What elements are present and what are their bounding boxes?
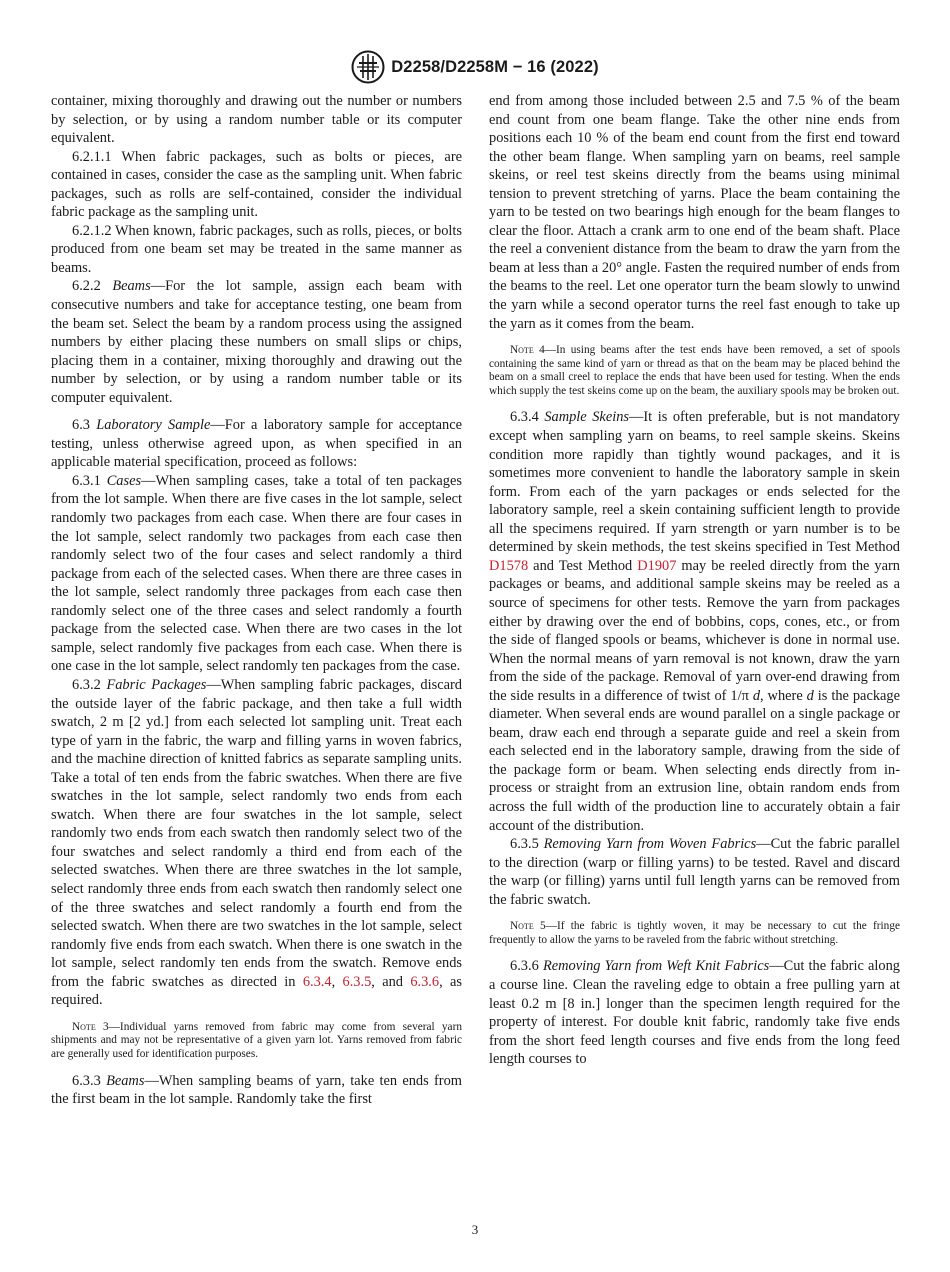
section-body: —When sampling cases, take a total of ten packages from the lot sample. When there are five cases in the lot sample, select randomly two packages from each case. When there are four cases in the lot sample, select randomly two packages from each case then randomly select two of the four cases and select randomly a third package from each of the selected cases. When there are three cases in the lot sample, select randomly three packages from each case then randomly select one of the three cases and select randomly a fourth package from the selected case. When there are two cases in the lot sample, select randomly five packages from each case. When there is one case in the lot sample, select randomly ten packages from the case. (51, 472, 462, 675)
link-d1907[interactable]: D1907 (637, 557, 677, 574)
section-title: Beams (106, 1072, 145, 1089)
separator-text: , and (371, 973, 411, 990)
note-4 (489, 344, 900, 398)
note-label: Note (510, 344, 534, 357)
section-title: Fabric Packages (106, 676, 207, 693)
paragraph-6-3 (51, 416, 462, 472)
section-body: —When sampling fabric packages, discard the outside layer of the fabric package, and then take a full width swatch, 2 m [2 yd.] from each selected lot sampling unit. Treat each type of yarn in the fabric, the warp and filling yarns in woven fabrics, and the machine direction of knitted fabrics as separate sampling units. Take a total of ten ends from the fabric swatches. When there are five swatches in the lot sample, select randomly two ends from each swatch. When there are four swatches in the lot sample, select randomly two ends from each swatch then randomly select two of the four swatches and select randomly a third end from each of the selected swatches. When there are three swatches in the lot sample, select randomly three ends from each swatch then randomly select one of the three swatches and select randomly a fourth end from the selected swatch. When there are two swatches in the lot sample, select randomly five ends from each swatch. When there is one swatch in the lot sample, select randomly ten ends from the swatch. Remove ends from the fabric swatches as directed in (51, 676, 462, 990)
paragraph-6-3-5 (489, 835, 900, 909)
section-body: is the package diameter. When several ends are wound parallel on a single package or beam, draw each end through a separate guide and reel a skein from each selected end in the laboratory sample, drawing from the side of the package form or beam. When selecting ends directly from in-process or straight from an extrusion line, obtain random ends from across the full width of the production line to accurately obtain a fair account of the distribution. (489, 687, 900, 834)
section-title: Cases (106, 472, 142, 489)
note-text: 5—If the fabric is tightly woven, it may be necessary to cut the fringe frequently to allow the yarns to be raveled from the fabric without stretching. (489, 920, 900, 946)
section-body: and Test Method (528, 557, 638, 574)
section-body: —When sampling beams of yarn, take ten ends from the first beam in the lot sample. Randomly take the first (51, 1072, 462, 1108)
section-number: 6.3.5 (510, 836, 544, 853)
section-number: 6.3 (72, 417, 97, 434)
section-title: Removing Yarn from Weft Knit Fabrics (542, 958, 770, 975)
separator-text: , (331, 973, 343, 990)
section-number: 6.3.2 (72, 676, 107, 693)
section-number: 6.3.3 (72, 1072, 107, 1089)
paragraph-6-3-4 (489, 408, 900, 835)
section-number: 6.3.4 (510, 409, 545, 426)
section-body: —Cut the fabric parallel to the direction (warp or filling yarns) to be tested. Ravel and discard the warp (or filling) yarns until full length yarns can be removed from the fabric swatch. (489, 836, 900, 908)
paragraph-6-2-2 (51, 277, 462, 407)
section-title: Beams (112, 278, 151, 295)
standard-designation: D2258/D2258M − 16 (2022) (391, 57, 599, 76)
note-5 (489, 920, 900, 947)
section-body: may be reeled directly from the yarn packages or beams, and additional sample skeins may be reeled as a source of specimens for other tests. Remove the yarn from packages either by drawing over the end of bobbins, cops, cones, etc., or from the side of flanged spools or beams, whichever is done in normal use. When the normal means of yarn removal is not known, draw the yarn from the side of the package. Removal of yarn over-end drawing from the side results in a difference of twist of 1/π (489, 557, 901, 704)
paragraph-6-2-1-1: 6.2.1.1 When fabric packages, such as bolts or pieces, are contained in cases, consider the case as the sampling unit. When fabric packages, such as rolls are self-contained, consider the individual fabric package as the sampling unit. (51, 148, 462, 221)
link-6-3-6[interactable]: 6.3.6 (410, 973, 440, 990)
section-title: Laboratory Sample (96, 417, 211, 434)
note-label: Note (72, 1020, 96, 1033)
section-body: —It is often preferable, but is not mandatory except when sampling yarn on beams, to reel sample skeins. Skeins condition more rapidly than tightly wound packages, and it is sometimes more convenient to handle the laboratory sample in skein form. From each of the yarn packages or ends selected for the laboratory sample, reel a skein containing sufficient length to provide all the specimens required. If yarn strength or yarn number is to be determined by skein methods, the test skeins specified in Test Method (489, 409, 900, 556)
paragraph-6-3-3 (51, 1072, 462, 1109)
astm-logo-icon (351, 50, 385, 84)
section-number: 6.3.6 (510, 958, 543, 975)
page-number: 3 (471, 1222, 479, 1237)
paragraph-6-3-6 (489, 957, 900, 1068)
note-label: Note (510, 920, 534, 933)
paragraph-continuation: container, mixing thoroughly and drawing out the number or numbers by selection, or by using a random number table or its computer equivalent. (51, 93, 462, 147)
section-title: Sample Skeins (544, 409, 629, 426)
section-number: 6.2.2 (72, 278, 113, 295)
link-6-3-4[interactable]: 6.3.4 (302, 973, 332, 990)
page-header (0, 50, 950, 84)
section-body: —For the lot sample, assign each beam with consecutive numbers and take for acceptance testing, one beam from the beam set. Select the beam by a random process using the assigned numbers by either placing these numbers on small slips or chips, placing them in a container, mixing thoroughly and drawing out the number by selection, or by using a random number table or its computer equivalent. (51, 278, 462, 406)
section-body: —Cut the fabric along a course line. Clean the raveling edge to obtain a free pulling yarn at least 0.2 m [8 in.] longer than the specimen length required for the property of interest. For double knit fabric, randomly take five ends from the short feed length courses and five ends from the long feed length courses to (489, 958, 900, 1068)
variable-d: d (806, 687, 814, 704)
link-d1578[interactable]: D1578 (489, 557, 529, 574)
section-body: —For a laboratory sample for acceptance testing, unless otherwise agreed upon, as when specified in an applicable material specification, proceed as follows: (51, 417, 463, 471)
note-text: 3—Individual yarns removed from fabric may come from several yarn shipments and may not be representative of a given yarn lot. Yarns removed from fabric are generally used for identification purposes. (51, 1020, 462, 1060)
paragraph-6-3-1 (51, 472, 462, 676)
paragraph-continuation: end from among those included between 2.5 and 7.5 % of the beam end count from one beam flange. Take the other nine ends from positions each 10 % of the beam end count from the first end toward the other beam flange. When sampling yarn on beams, reel sample skeins, or reel test skeins directly from the beams using minimal tension to prevent stretching of yarns. Place the beam containing the yarn to be tested on two bearings high enough for the beam flanges to clear the floor. Attach a crank arm to one end of the beam shaft. Place the reel a convenient distance from the beam to draw the yarn from the beam at less than a 20° angle. Fasten the required number of ends from the beams to the reel. Let one operator turn the beam slowly to unwind the yarn while a second operator turns the reel fast enough to take up the yarn as it comes from the beam. (489, 93, 900, 332)
right-column (489, 92, 900, 1069)
left-column (51, 92, 462, 1109)
section-title: Removing Yarn from Woven Fabrics (543, 836, 757, 853)
section-body: , where (760, 687, 807, 704)
note-text: 4—In using beams after the test ends have been removed, a set of spools containing the same kind of yarn or thread as that on the beam may be placed behind the beam on a small creel to replace the ends that have been used for testing. When the ends which supply the test skeins come up on the beam, the auxiliary spools may be broken out. (489, 344, 900, 397)
section-body-end: , as required. (51, 973, 462, 1009)
variable-d: d (752, 687, 761, 704)
note-3 (51, 1021, 462, 1062)
paragraph-6-2-1-2: 6.2.1.2 When known, fabric packages, such as rolls, pieces, or bolts produced from one beam set may be treated in the same manner as beams. (51, 222, 462, 276)
paragraph-6-3-2 (51, 676, 462, 1010)
section-number: 6.3.1 (72, 472, 107, 489)
link-6-3-5[interactable]: 6.3.5 (342, 973, 372, 990)
